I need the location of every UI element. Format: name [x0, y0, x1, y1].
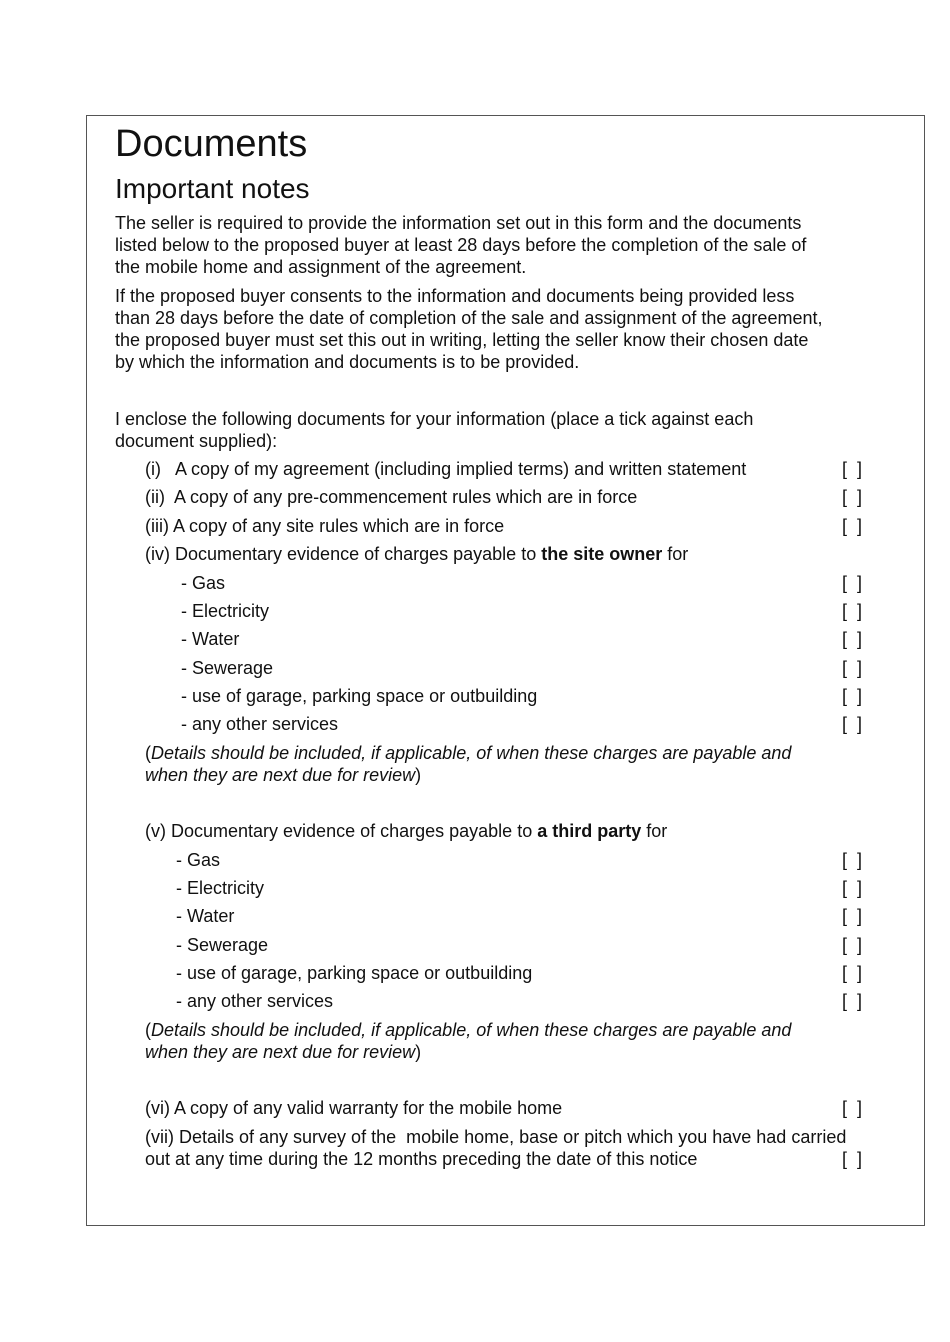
note-line: by which the information and documents is to be provided.	[115, 352, 580, 372]
item-v-label: (v) Documentary evidence of charges payable to a third party for	[145, 821, 668, 841]
intro-line: I enclose the following documents for your information (place a tick against each	[115, 409, 754, 429]
third-party-charge-garage: - use of garage, parking space or outbuilding	[176, 963, 533, 983]
third-party-charge-other: - any other services	[176, 991, 334, 1011]
third-party-charge-sewerage: - Sewerage	[176, 935, 269, 955]
details-note-line: (Details should be included, if applicable, of when these charges are payable and	[145, 1020, 792, 1040]
site-owner-garage-checkbox[interactable]: [ ]	[842, 686, 863, 706]
third-party-gas-checkbox[interactable]: [ ]	[842, 850, 863, 870]
item-vii-checkbox[interactable]: [ ]	[842, 1149, 863, 1169]
site-owner-other-checkbox[interactable]: [ ]	[842, 714, 863, 734]
page-title: Documents	[115, 123, 308, 165]
item-ii-checkbox[interactable]: [ ]	[842, 487, 863, 507]
item-ii-label: (ii) A copy of any pre-commencement rules which are in force	[145, 487, 638, 507]
site-owner-electricity-checkbox[interactable]: [ ]	[842, 601, 863, 621]
site-owner-sewerage-checkbox[interactable]: [ ]	[842, 658, 863, 678]
details-note-line: (Details should be included, if applicable, of when these charges are payable and	[145, 743, 792, 763]
item-iii-checkbox[interactable]: [ ]	[842, 516, 863, 536]
third-party-water-checkbox[interactable]: [ ]	[842, 906, 863, 926]
item-i-label: (i) A copy of my agreement (including implied terms) and written statement	[145, 459, 747, 479]
site-owner-water-checkbox[interactable]: [ ]	[842, 629, 863, 649]
note-line: listed below to the proposed buyer at least 28 days before the completion of the sale of	[115, 235, 807, 255]
third-party-other-checkbox[interactable]: [ ]	[842, 991, 863, 1011]
site-owner-charge-water: - Water	[181, 629, 240, 649]
intro-line: document supplied):	[115, 431, 278, 451]
details-note-line: when they are next due for review)	[145, 1042, 422, 1062]
third-party-charge-water: - Water	[176, 906, 235, 926]
site-owner-charge-gas: - Gas	[181, 573, 226, 593]
third-party-sewerage-checkbox[interactable]: [ ]	[842, 935, 863, 955]
note-line: If the proposed buyer consents to the information and documents being provided less	[115, 286, 795, 306]
item-vii-label: (vii) Details of any survey of the mobile home, base or pitch which you have had carried	[145, 1127, 847, 1147]
item-iii-label: (iii) A copy of any site rules which are in force	[145, 516, 505, 536]
site-owner-charge-electricity: - Electricity	[181, 601, 270, 621]
note-line: than 28 days before the date of completion of the sale and assignment of the agreement,	[115, 308, 823, 328]
item-vii-label-cont: out at any time during the 12 months preceding the date of this notice	[145, 1149, 698, 1169]
site-owner-charge-garage: - use of garage, parking space or outbuilding	[181, 686, 538, 706]
item-i-checkbox[interactable]: [ ]	[842, 459, 863, 479]
site-owner-charge-sewerage: - Sewerage	[181, 658, 274, 678]
site-owner-gas-checkbox[interactable]: [ ]	[842, 573, 863, 593]
third-party-garage-checkbox[interactable]: [ ]	[842, 963, 863, 983]
third-party-charge-electricity: - Electricity	[176, 878, 265, 898]
item-vi-checkbox[interactable]: [ ]	[842, 1098, 863, 1118]
item-iv-label: (iv) Documentary evidence of charges payable to the site owner for	[145, 544, 689, 564]
details-note-line: when they are next due for review)	[145, 765, 422, 785]
site-owner-charge-other: - any other services	[181, 714, 339, 734]
note-line: the proposed buyer must set this out in writing, letting the seller know their chosen date	[115, 330, 809, 350]
item-vi-label: (vi) A copy of any valid warranty for the mobile home	[145, 1098, 563, 1118]
note-line: the mobile home and assignment of the agreement.	[115, 257, 527, 277]
note-line: The seller is required to provide the information set out in this form and the documents	[115, 213, 802, 233]
section-subtitle: Important notes	[115, 173, 310, 204]
third-party-electricity-checkbox[interactable]: [ ]	[842, 878, 863, 898]
third-party-charge-gas: - Gas	[176, 850, 221, 870]
